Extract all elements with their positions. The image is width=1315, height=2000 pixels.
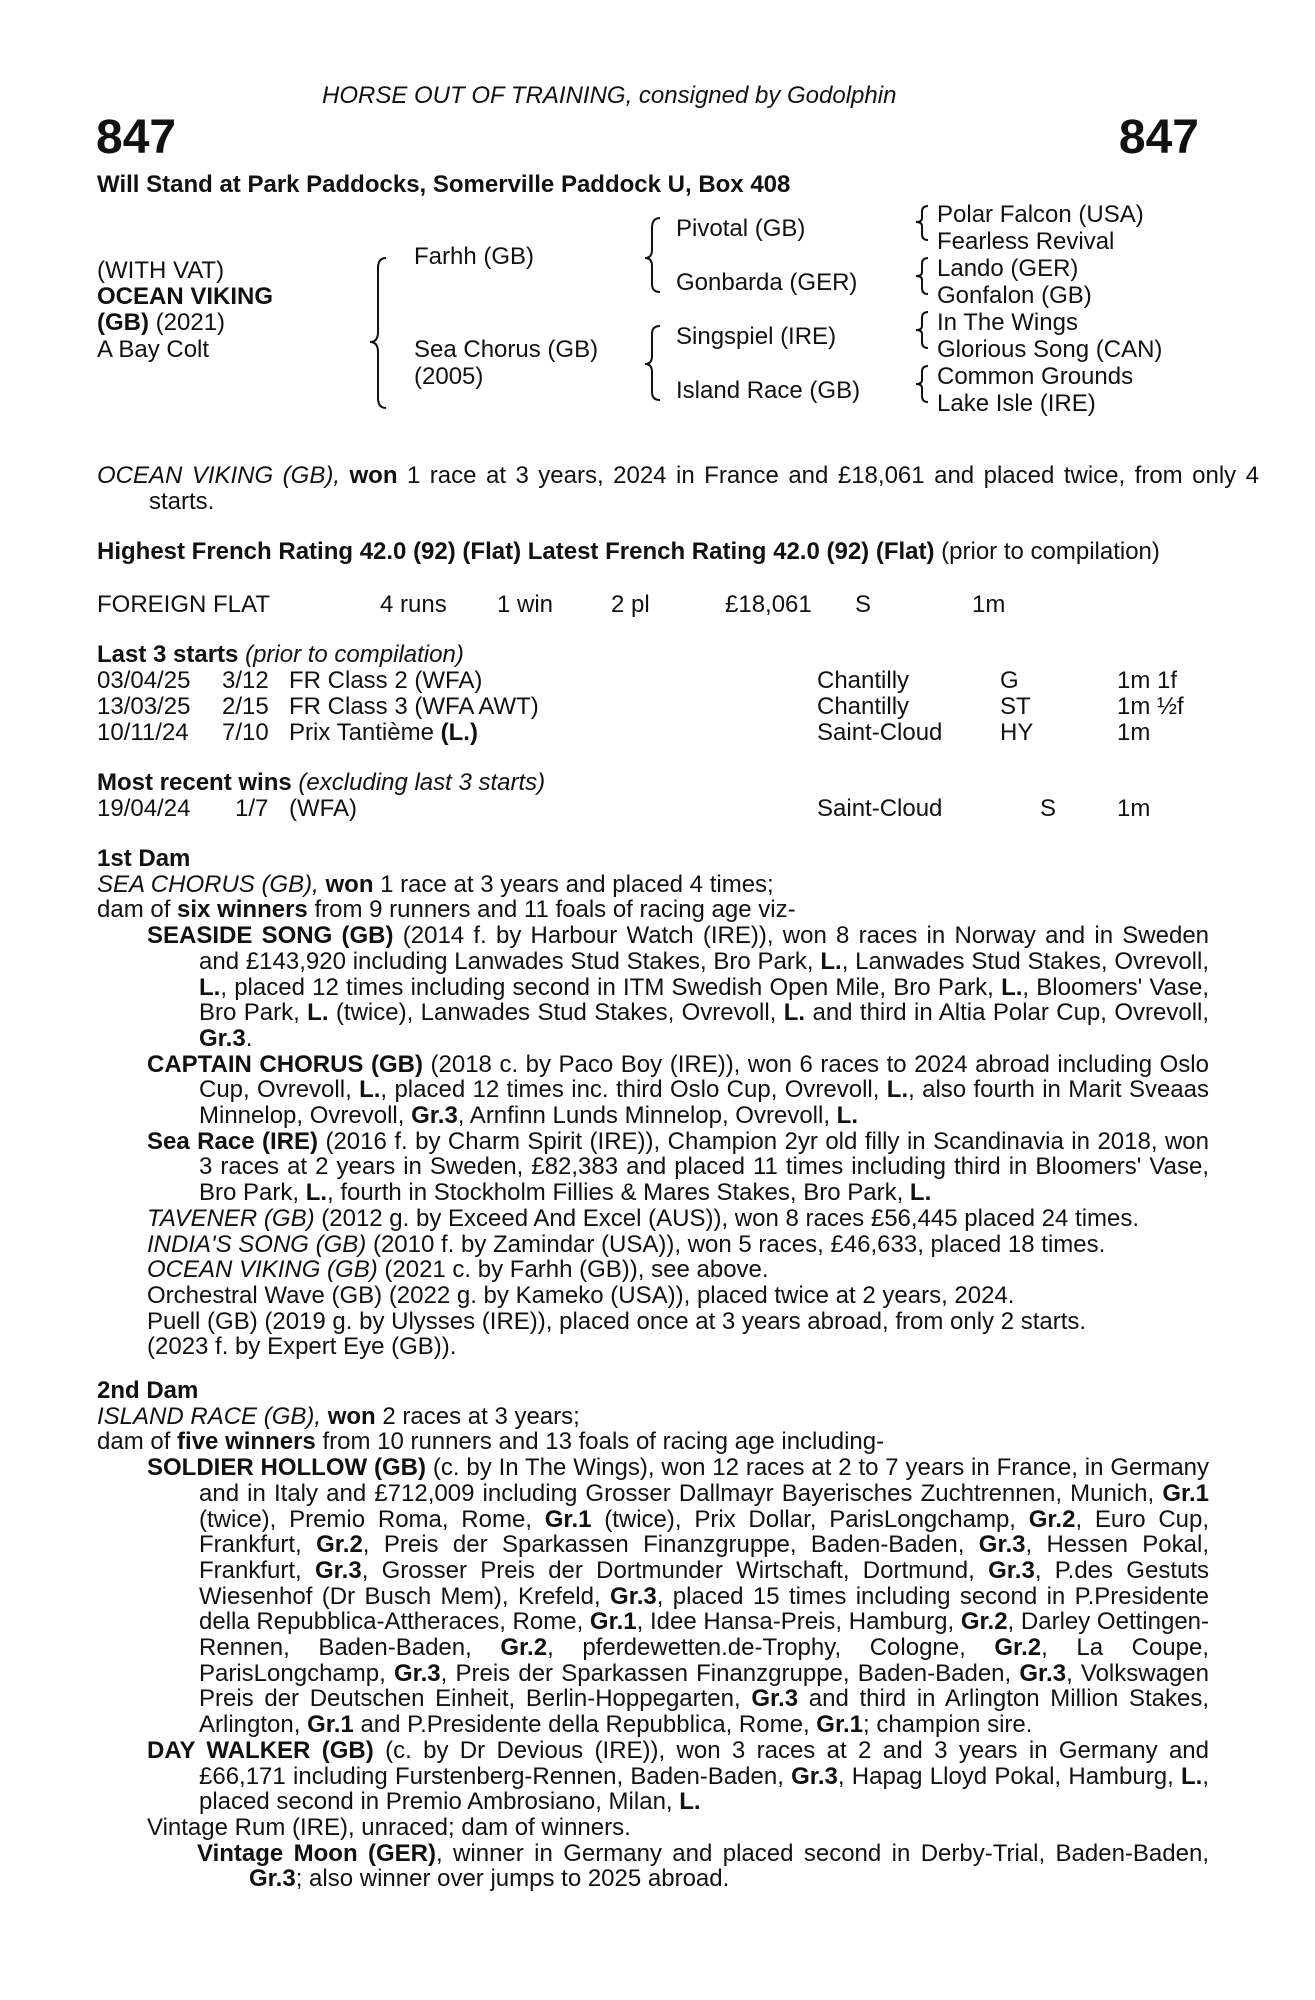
start-distance: 1m xyxy=(1117,719,1151,746)
pedigree-sire: Farhh (GB) xyxy=(414,243,535,270)
lot-number-right: 847 xyxy=(1118,111,1199,164)
last3-row xyxy=(0,720,1315,746)
produce-entry: TAVENER (GB) (2012 g. by Exceed And Excel (AUS)), won 8 races £56,445 placed 24 times. xyxy=(147,1204,1140,1232)
win-race: (WFA) xyxy=(289,795,357,822)
record-label: FOREIGN FLAT xyxy=(97,591,270,618)
start-position: 2/15 xyxy=(222,693,269,720)
produce-entry: DAY WALKER (GB) (c. by Dr Devious (IRE)), won 3 races at 2 and 3 years in Germany and £66,171 including Furstenberg-Rennen, Baden-Baden, Gr.3, Hapag Lloyd Pokal, Hamburg, L., placed second in Premio Ambrosiano, Milan, L. xyxy=(147,1736,1210,1816)
start-date: 13/03/25 xyxy=(97,693,191,720)
pedigree-gen3-8: Lake Isle (IRE) xyxy=(937,390,1096,417)
rating-line: Highest French Rating 42.0 (92) (Flat) Latest French Rating 42.0 (92) (Flat) (prior to compilation) xyxy=(97,538,1160,565)
produce-entry: SEASIDE SONG (GB) (2014 f. by Harbour Watch (IRE)), won 8 races in Norway and in Sweden and £143,920 including Lanwades Stud Stakes, Bro Park, L., Lanwades Stud Stakes, Ovrevoll, L., placed 12 times including second in ITM Swedish Open Mile, Bro Park, L., Bloomers' Vase, Bro Park, L. (twice), Lanwades Stud Stakes, Ovrevoll, L. and third in Altia Polar Cup, Ovrevoll, Gr.3. xyxy=(147,922,1210,1052)
record-runs: 4 runs xyxy=(380,591,447,618)
last3-heading: Last 3 starts (prior to compilation) xyxy=(97,641,464,668)
last3-row xyxy=(0,694,1315,720)
stand-location: Will Stand at Park Paddocks, Somerville Paddock U, Box 408 xyxy=(97,171,791,198)
record-row xyxy=(0,592,1315,618)
start-position: 7/10 xyxy=(222,719,269,746)
produce-entry: INDIA'S SONG (GB) (2010 f. by Zamindar (USA)), won 5 races, £46,633, placed 18 times. xyxy=(147,1230,1106,1258)
pedigree-dam: Sea Chorus (GB) xyxy=(414,336,599,363)
win-track: Saint-Cloud xyxy=(817,795,943,822)
second-dam-produce-summary: dam of five winners from 10 runners and 13 foals of racing age including- xyxy=(97,1428,885,1456)
win-position: 1/7 xyxy=(235,795,269,822)
pedigree-gen3-3: Lando (GER) xyxy=(937,255,1079,282)
pedigree-gen3-4: Gonfalon (GB) xyxy=(937,282,1092,309)
win-date: 19/04/24 xyxy=(97,795,191,822)
vat-note: (WITH VAT) xyxy=(97,257,225,284)
pedigree-gen3-7: Common Grounds xyxy=(937,363,1134,390)
produce-entry: Sea Race (IRE) (2016 f. by Charm Spirit (IRE)), Champion 2yr old filly in Scandinavia in 2018, won 3 races at 2 years in Sweden, £82,383 and placed 11 times including third in Bloomers' Vase, Bro Park, L., fourth in Stockholm Fillies & Mares Stakes, Bro Park, L. xyxy=(147,1127,1210,1207)
pedigree-dam-sire: Singspiel (IRE) xyxy=(676,323,837,350)
second-dam-section xyxy=(97,1378,1209,1892)
first-dam-title: 1st Dam xyxy=(97,845,191,872)
horse-name: OCEAN VIKING xyxy=(97,283,274,310)
record-distance: 1m xyxy=(972,591,1006,618)
win-going: S xyxy=(1040,795,1057,822)
produce-entry: Vintage Moon (GER), winner in Germany and placed second in Derby-Trial, Baden-Baden, Gr.3; also winner over jumps to 2025 abroad. xyxy=(197,1839,1209,1893)
record-earnings: £18,061 xyxy=(725,591,812,618)
consignment-line: HORSE OUT OF TRAINING, consigned by Godolphin xyxy=(322,82,897,109)
start-race: Prix Tantième (L.) xyxy=(289,719,478,746)
start-distance: 1m 1f xyxy=(1117,667,1178,694)
pedigree-sire-dam: Gonbarda (GER) xyxy=(676,269,858,296)
first-dam-line: SEA CHORUS (GB), won 1 race at 3 years and placed 4 times; xyxy=(97,870,774,898)
record-placed: 2 pl xyxy=(611,591,650,618)
start-race: FR Class 2 (WFA) xyxy=(289,667,483,694)
start-track: Saint-Cloud xyxy=(817,719,943,746)
start-going: HY xyxy=(1000,719,1034,746)
start-date: 03/04/25 xyxy=(97,667,191,694)
record-wins: 1 win xyxy=(497,591,554,618)
lot-number-left: 847 xyxy=(96,111,177,164)
second-dam-title: 2nd Dam xyxy=(97,1377,199,1404)
first-dam-produce-summary: dam of six winners from 9 runners and 11 foals of racing age viz- xyxy=(97,896,796,924)
race-summary: OCEAN VIKING (GB), won 1 race at 3 years, 2024 in France and £18,061 and placed twice, from only 4 starts. xyxy=(97,462,1259,515)
horse-origin-year: (GB) (2021) xyxy=(97,309,226,336)
pedigree-gen3-6: Glorious Song (CAN) xyxy=(937,336,1163,363)
first-dam-section xyxy=(97,846,1209,1360)
pedigree-sire-sire: Pivotal (GB) xyxy=(676,215,806,242)
start-race: FR Class 3 (WFA AWT) xyxy=(289,693,539,720)
start-distance: 1m ½f xyxy=(1117,693,1184,720)
produce-entry: Puell (GB) (2019 g. by Ulysses (IRE)), placed once at 3 years abroad, from only 2 starts. xyxy=(147,1307,1087,1335)
last3-row xyxy=(0,668,1315,694)
start-position: 3/12 xyxy=(222,667,269,694)
start-going: G xyxy=(1000,667,1019,694)
start-track: Chantilly xyxy=(817,667,910,694)
start-track: Chantilly xyxy=(817,693,910,720)
win-distance: 1m xyxy=(1117,795,1151,822)
record-going: S xyxy=(855,591,872,618)
produce-entry: OCEAN VIKING (GB) (2021 c. by Farhh (GB)), see above. xyxy=(147,1256,769,1284)
second-dam-line: ISLAND RACE (GB), won 2 races at 3 years; xyxy=(97,1402,580,1430)
produce-entry: (2023 f. by Expert Eye (GB)). xyxy=(147,1333,457,1361)
pedigree-gen3-5: In The Wings xyxy=(937,309,1078,336)
produce-entry: Vintage Rum (IRE), unraced; dam of winners. xyxy=(147,1813,631,1841)
pedigree-dam-year: (2005) xyxy=(414,363,484,390)
pedigree-gen3-2: Fearless Revival xyxy=(937,228,1115,255)
recent-wins-heading: Most recent wins (excluding last 3 starts) xyxy=(97,769,546,796)
produce-entry: SOLDIER HOLLOW (GB) (c. by In The Wings), won 12 races at 2 to 7 years in France, in Germany and in Italy and £712,009 including Grosser Dallmayr Bayerisches Zuchtrennen, Munich, Gr.1 (twice), Premio Roma, Rome, Gr.1 (twice), Prix Dollar, ParisLongchamp, Gr.2, Euro Cup, Frankfurt, Gr.2, Preis der Sparkassen Finanzgruppe, Baden-Baden, Gr.3, Hessen Pokal, Frankfurt, Gr.3, Grosser Preis der Dortmunder Wirtschaft, Dortmund, Gr.3, P.des Gestuts Wiesenhof (Dr Busch Mem), Krefeld, Gr.3, placed 15 times including second in P.Presidente della Repubblica-Attheraces, Rome, Gr.1, Idee Hansa-Preis, Hamburg, Gr.2, Darley Oettingen-Rennen, Baden-Baden, Gr.2, pferdewetten.de-Trophy, Cologne, Gr.2, La Coupe, ParisLongchamp, Gr.3, Preis der Sparkassen Finanzgruppe, Baden-Baden, Gr.3, Volkswagen Preis der Deutschen Einheit, Berlin-Hoppegarten, Gr.3 and third in Arlington Million Stakes, Arlington, Gr.1 and P.Presidente della Repubblica, Rome, Gr.1; champion sire. xyxy=(147,1454,1210,1739)
pedigree-gen3-1: Polar Falcon (USA) xyxy=(937,201,1144,228)
pedigree-dam-dam: Island Race (GB) xyxy=(676,377,861,404)
start-date: 10/11/24 xyxy=(97,719,189,746)
recent-win-row xyxy=(0,796,1315,822)
horse-description: A Bay Colt xyxy=(97,336,210,363)
produce-entry: CAPTAIN CHORUS (GB) (2018 c. by Paco Boy (IRE)), won 6 races to 2024 abroad including Oslo Cup, Ovrevoll, L., placed 12 times inc. third Oslo Cup, Ovrevoll, L., also fourth in Marit Sveaas Minnelop, Ovrevoll, Gr.3, Arnfinn Lunds Minnelop, Ovrevoll, L. xyxy=(147,1050,1209,1130)
produce-entry: Orchestral Wave (GB) (2022 g. by Kameko (USA)), placed twice at 2 years, 2024. xyxy=(147,1281,1015,1309)
start-going: ST xyxy=(1000,693,1031,720)
